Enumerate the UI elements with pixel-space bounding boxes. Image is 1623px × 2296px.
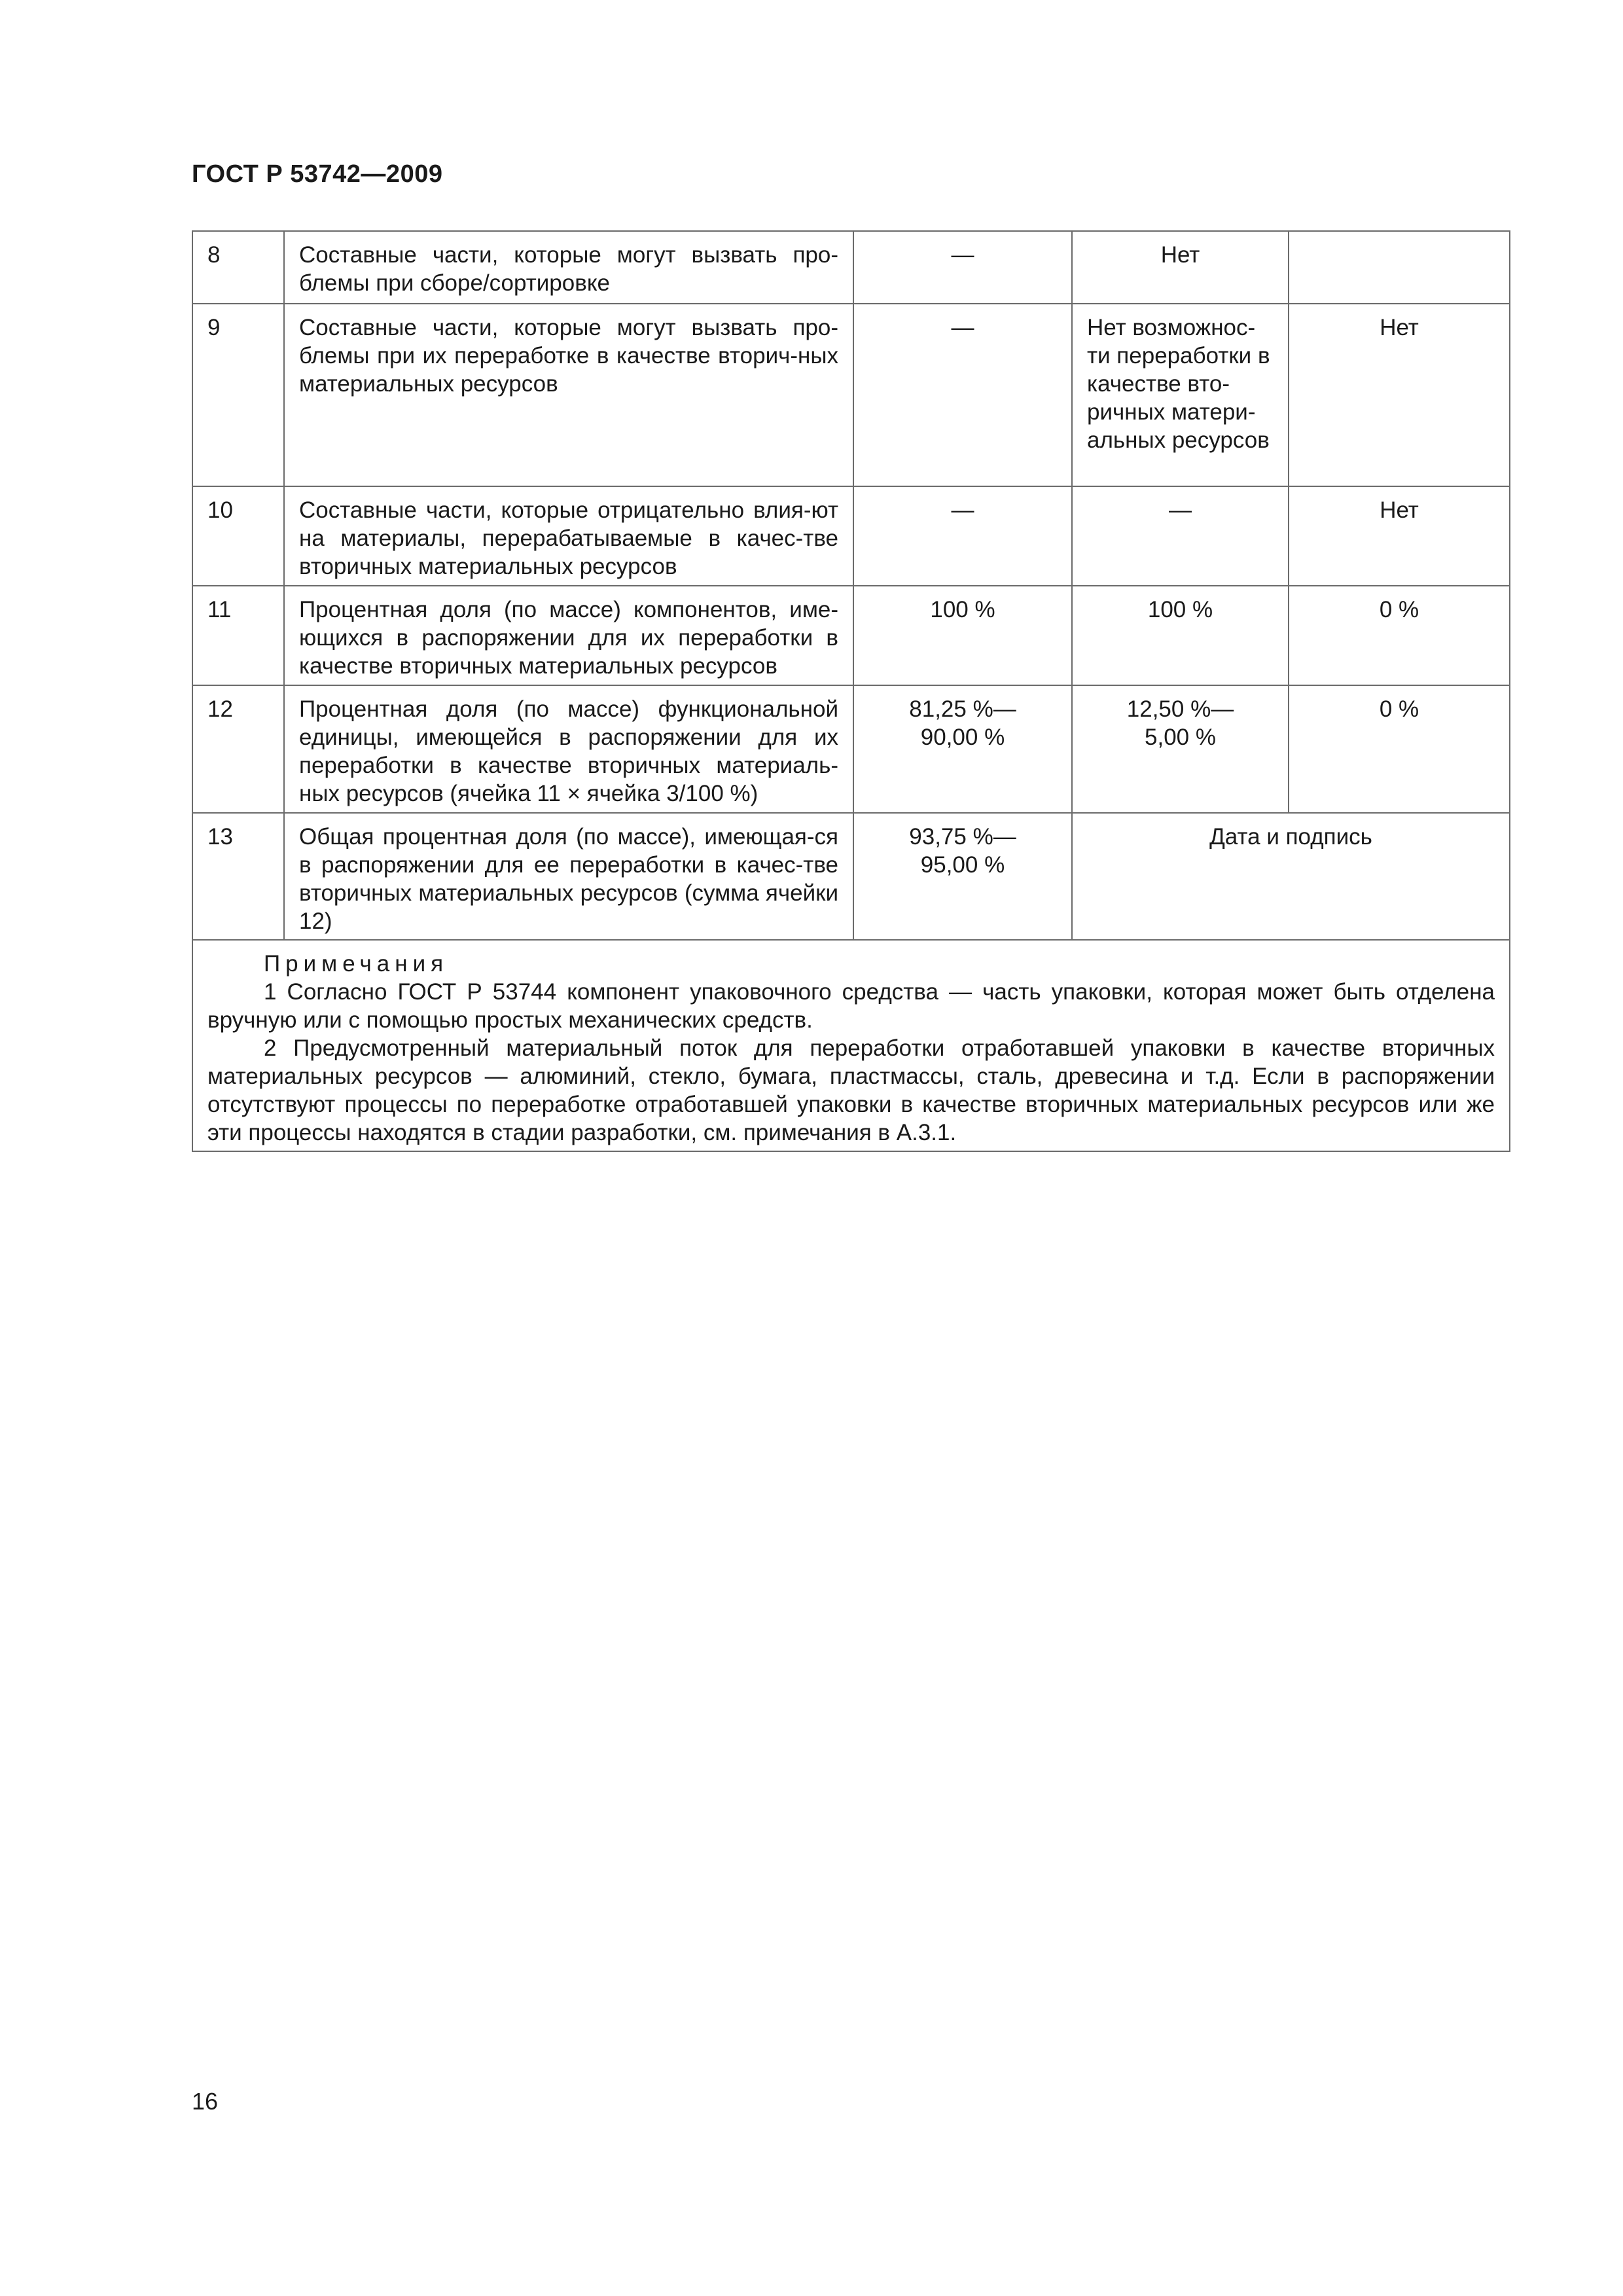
cell-col1-line2: 95,00 % — [920, 852, 1005, 878]
cell-col2-line1: 12,50 %— — [1126, 696, 1234, 722]
cell-col3: 0 % — [1289, 685, 1510, 813]
cell-col2: Нет — [1072, 231, 1289, 304]
row-description: Общая процентная доля (по массе), имеющая-ся в распоряжении для ее переработки в качес-тве вторичных материальных ресурсов (сумма ячейки 12) — [284, 813, 853, 940]
row-number: 8 — [192, 231, 284, 304]
row-number: 10 — [192, 486, 284, 586]
row-description: Процентная доля (по массе) компонентов, име-ющихся в распоряжении для их переработки в качестве вторичных материальных ресурсов — [284, 586, 853, 685]
cell-col1: — — [853, 231, 1072, 304]
cell-col1-line1: 93,75 %— — [909, 824, 1016, 850]
table-row — [192, 685, 1510, 813]
table-row — [192, 586, 1510, 685]
cell-col1 — [853, 813, 1072, 940]
row-number: 13 — [192, 813, 284, 940]
row-description: Составные части, которые могут вызвать про-блемы при их переработке в качестве вторич-ных материальных ресурсов — [284, 304, 853, 486]
assessment-table — [192, 230, 1510, 1152]
signature-cell: Дата и подпись — [1072, 813, 1510, 940]
row-number: 9 — [192, 304, 284, 486]
page-number: 16 — [192, 2088, 219, 2115]
table-row — [192, 231, 1510, 304]
cell-col2 — [1072, 685, 1289, 813]
document-header: ГОСТ Р 53742—2009 — [192, 160, 443, 188]
row-number: 11 — [192, 586, 284, 685]
row-description: Составные части, которые могут вызвать про-блемы при сборе/сортировке — [284, 231, 853, 304]
cell-col1 — [853, 685, 1072, 813]
table-row — [192, 304, 1510, 486]
table-row — [192, 813, 1510, 940]
note-2: 2 Предусмотренный материальный поток для переработки отработавшей упаковки в качестве вторичных материальных ресурсов — алюминий, стекло, бумага, пластмассы, сталь, древесина и т.д. Если в распоряжении отсутствуют процессы по переработке отработавшей упаковки в качестве вторичных материальных ресурсов или же эти процессы находятся в стадии разработки, см. примечания в А.3.1. — [207, 1035, 1495, 1145]
cell-col3: 0 % — [1289, 586, 1510, 685]
cell-col2: 100 % — [1072, 586, 1289, 685]
cell-col2: — — [1072, 486, 1289, 586]
cell-col2: Нет возможнос-ти переработки в качестве вто-ричных матери-альных ресурсов — [1072, 304, 1289, 486]
cell-col1: — — [853, 304, 1072, 486]
notes-cell — [192, 940, 1510, 1151]
cell-col1: — — [853, 486, 1072, 586]
note-1: 1 Согласно ГОСТ Р 53744 компонент упаковочного средства — часть упаковки, которая может быть отделена вручную или с помощью простых механических средств. — [207, 979, 1495, 1033]
cell-col1-line2: 90,00 % — [920, 725, 1005, 750]
notes-title: Примечания — [264, 951, 449, 977]
cell-col1-line1: 81,25 %— — [909, 696, 1016, 722]
cell-col1: 100 % — [853, 586, 1072, 685]
cell-col3: Нет — [1289, 486, 1510, 586]
cell-col3 — [1289, 231, 1510, 304]
row-description: Процентная доля (по массе) функциональной единицы, имеющейся в распоряжении для их переработки в качестве вторичных материаль-ных ресурсов (ячейка 11 × ячейка 3/100 %) — [284, 685, 853, 813]
row-number: 12 — [192, 685, 284, 813]
notes-row — [192, 940, 1510, 1151]
cell-col2-line2: 5,00 % — [1145, 725, 1216, 750]
cell-col3: Нет — [1289, 304, 1510, 486]
row-description: Составные части, которые отрицательно влия-ют на материалы, перерабатываемые в качес-тве вторичных материальных ресурсов — [284, 486, 853, 586]
table-row — [192, 486, 1510, 586]
